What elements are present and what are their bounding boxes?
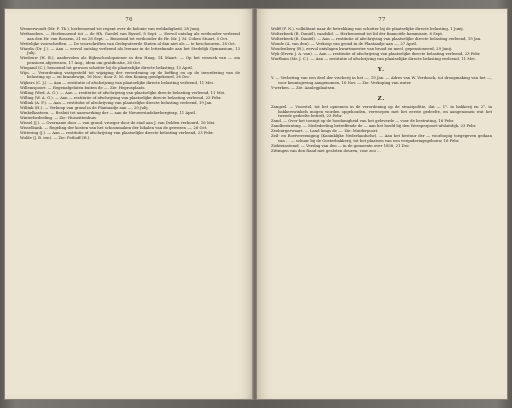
index-entry: Wittering (J.). — Aan — restitutie of afschrijving van plaatselijke directe belasting verleend, 23 Febr. <box>20 129 214 135</box>
index-entry: Wolterbeek (R. Daniël). — Aan — restitutie of afschrijving van plaatselijke directe belasting verleend, 19 Jan. <box>271 36 482 42</box>
index-entry: Wethouders. — Herbenoemd tot — de Hh. Guedel van Ryssel, 8 Sept. — Eervol ontslag als wethouder verleend aan den Hr. van Rossem, 21 en 28 Sept. — Benoemd tot wethouder de Hr. Mr. J. M. Cohen Stuart, 5 Oct. <box>20 31 240 41</box>
index-entry: Willink (A. F.). — Aan — restitutie of afschrijving van plaatselijke directe belasting verleend, 19 Jan. <box>20 99 213 105</box>
index-entry: Winkelkasteen. — Besluit tot aanvoerking der — aan de Nieuwestadsherbergtrap, 11 April. <box>20 109 197 115</box>
index-entry: Wiegand (C.), benoemd tot gewoon schatter bij de plaatselijke directe belasting, 13 April. <box>20 64 193 70</box>
index-entry: Willink (H.). — Verkoop van grond in de Plantaadje aan —, 20 Julij. <box>20 104 149 110</box>
index-entry: Wissel (J.). — Overname door — van grond, vroeger door de stad aan J. van Delden verhuurd, 16 Mei. <box>20 119 216 125</box>
index-entry: Y-werken. — Zie: Aanlegplaatsen. <box>271 84 336 90</box>
index-entry: Zangzel. — Voorstel, tot het opnemen in de verordening op de straatpolitie, dat — 1°. in bakkerij en 2°. in bakkerswinkels mogen worden opgehouden, verworpen met het eerste gedeelte, en aangenomen wat het tweede gedeelte betreft, 23 Febr. <box>271 104 492 119</box>
index-entry: Winterbedeeling. — Zie: Huiszittenhuis. <box>20 114 98 120</box>
left-page <box>4 8 254 400</box>
index-entry: Woude (A. van den). — Verkoop van grond in de Plantaadje aan —, 27 April. <box>271 41 418 47</box>
page-number: 77 <box>378 17 386 23</box>
index-entry: Wijkers (C. J.). — Aan — restitutie of afschrijving van plaatselijke directe belasting verleend, 11 Mei. <box>20 79 214 85</box>
index-entry: Wolff (F. N.), volbilitant naar de betrekking van schatter bij de plaatselijke directe belasting, 1 Junij. <box>271 26 464 31</box>
index-entry: Zand. — Over het toezigt op de hoedanigheid van het geleverde — voor de bestrating, 16 Febr. <box>271 118 455 124</box>
index-entry: Willing (Wed. A. G.). — Aan — restitutie of afschrijving van plaatselijke directe belasting verleend, 11 Mei. <box>20 89 226 95</box>
index-entry: Woudenberg (B.), eervol ontslagen kwartmeester van brood en meel, gepensioneerd, 29 Junij. <box>271 46 453 52</box>
index-entry: Willemspoort. — Regenafgelaten buiten de —. Zie: Hegrosplaats. <box>20 84 146 90</box>
index-entry: Wyk (Erven J. A. van). — Aan — restitutie of afschrijving van plaatselijke directe belasting verleend, 23 Febr. <box>271 51 481 57</box>
index-entries <box>20 27 240 141</box>
index-entry: Zeeburgerwaart. — Land langs de —. Zie: Muiderpoort. <box>271 128 379 134</box>
index-entry: Zittingen van den Raad met gesloten deuren, voor zoo ... <box>271 147 381 153</box>
index-entry: Wiedouw (H. B.), aanbevolen als Rijksschoolopziener in den Haag, 14 Maart. — Op het verzoek van — om pensioen afgewezen, 17 Aug.; idem om gratificatie, 26 Oct. <box>20 55 240 65</box>
index-entry: Wesnerwoudt (Mr. F. Th.), herbenoemd tot regent over de kolonie van weldadigheid, 28 Junij. <box>20 26 201 31</box>
index-entry: Wolterbeek (R. Daniël), raadslid. — Herbenoemd tot lid der financiële kommissie, 6 Sept. <box>271 31 444 37</box>
index-entry: Y. — Verbeting van een deel der vischerij in het —, 19 Jan. — Adres van W. Verdonck, tot droogmaking van het —, voor kennisgeving aangenomen, 16 Nov. — Zie: Verkoping van water. <box>271 75 492 85</box>
index-entry: Wijn. — Verordening vastgesteld tot wijziging der verordening op de heffing en op de invordering van de belasting op — en brandewijn, 16 Nov.; door Z. M. den Koning goedgekeurd, 26 Dec. <box>20 69 240 80</box>
index-entry: Wiarda (Dr. J.). — Aan — eervol ontslag verleend als leeraar in de letterkunde aan het Stedelijk Gymnasium, 13 Julij. <box>20 45 240 56</box>
index-entry: Wolde (J. B. ten). — Zie: Pothoff (H.). <box>20 135 91 141</box>
index-entries <box>271 27 492 154</box>
index-entry: Ziekteinstemd. — Verslag van den — in de gemeente over 1858, 21 Dec. <box>271 142 411 148</box>
index-entry: Zeil- en Roeivereeniging (Koninklijke Nederlandsche). — Aan het bestuur der — voorloopig toegegeven gedaan van ... — schuur bij de Oosterbakkerij, tot het plaatsen van een vergaderingsgebouw, 16 Febr. <box>271 133 492 143</box>
index-entry: Zandbestrating. — Mededeeling betreffende de — aan het hoofd bij den Weesperpoort-afsluitdijk, 23 Febr. <box>271 123 477 129</box>
section-heading-y: Y. <box>377 66 386 73</box>
index-entry: Wisselbank. — Regeling der kosten van het schoonmaken der lokalen van de gewezen —, 26 Oct. <box>20 124 208 130</box>
section-heading-z: Z. <box>377 95 386 102</box>
page-number: 76 <box>125 17 133 23</box>
index-entry: Wurfbain (Mr. J. C.). — Aan — restitutie of afschrijving van plaatselijke directe belasting verleend, 11 Mei. <box>271 56 476 62</box>
index-entry: Wettelijke voorschriften. — De voorschriften van Gedeputeerde Staten al dan niet als — te beschouwen, 28 Oct. <box>20 40 237 46</box>
index-entry: Willing (W. A. G.). — Aan — restitutie of afschrijving van plaatselijke directe belasting verleend, 23 Febr. <box>20 94 222 100</box>
right-page <box>256 8 508 400</box>
